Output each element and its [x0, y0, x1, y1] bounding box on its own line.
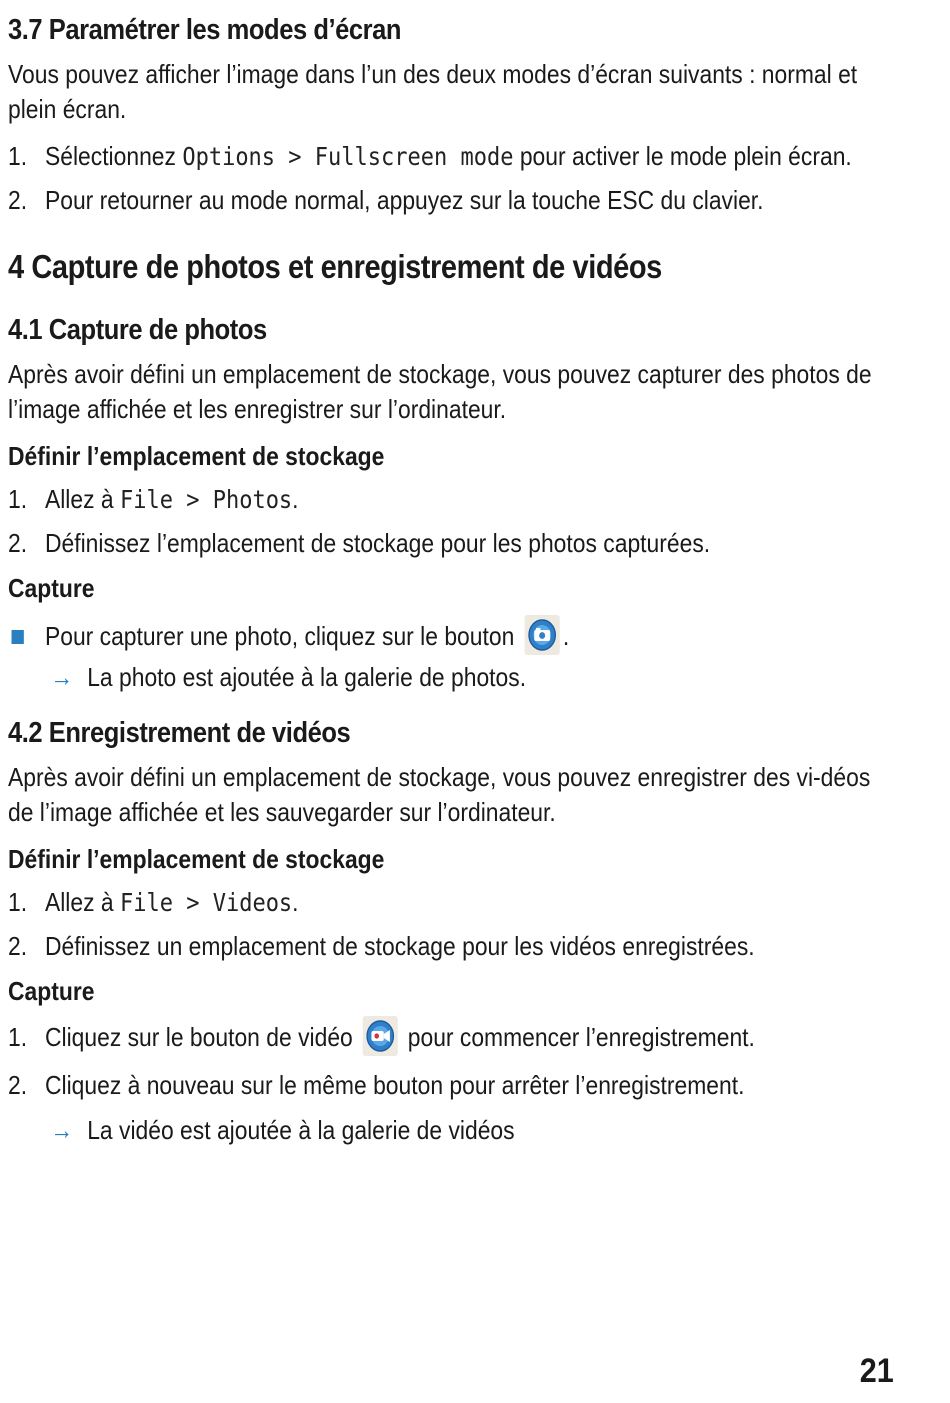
- section-3-7-intro: Vous pouvez afficher l’image dans l’un des deux modes d’écran suivants : normal et plein écran.: [8, 59, 858, 124]
- step-text: Définissez l’emplacement de stockage pour les photos capturées.: [44, 528, 711, 558]
- result-arrow-icon: →: [50, 662, 74, 693]
- step-number: 2.: [8, 931, 28, 962]
- result-text: La vidéo est ajoutée à la galerie de vidéos: [87, 1115, 515, 1146]
- step-number: 1.: [8, 141, 28, 171]
- subheading-capture: Capture: [8, 976, 95, 1007]
- list-item: [8, 526, 925, 561]
- result-line: [8, 660, 791, 695]
- section-3-7-steps: [8, 139, 898, 218]
- section-title-4-2: 4.2 Enregistrement de vidéos: [8, 717, 351, 750]
- list-item: [8, 482, 925, 517]
- page-number: 21: [859, 1352, 894, 1390]
- video-record-icon: [363, 1016, 398, 1056]
- step-number: 2.: [8, 185, 28, 215]
- list-item: [8, 183, 925, 218]
- section-title-3-7: 3.7 Paramétrer les modes d’écran: [8, 14, 402, 46]
- step-text-pre: Allez à: [44, 484, 120, 514]
- menu-path-fullscreen: Options > Fullscreen mode: [182, 142, 514, 171]
- section-4-1-intro: Après avoir défini un emplacement de stockage, vous pouvez capturer des photos de l’image affichée et les enregistrer sur l’ordinateur.: [8, 359, 872, 424]
- list-item: [8, 139, 925, 174]
- list-item: [8, 929, 925, 964]
- step-text: Définissez un emplacement de stockage pour les vidéos enregistrées.: [44, 931, 755, 962]
- section-4-2-storage-steps: [8, 885, 898, 964]
- menu-path-photos: File > Photos: [119, 485, 293, 514]
- subheading-storage: Définir l’emplacement de stockage: [8, 441, 385, 471]
- step-number: 2.: [8, 528, 28, 558]
- step-text: Cliquez à nouveau sur le même bouton pour arrêter l’enregistrement.: [44, 1070, 745, 1101]
- list-item: [8, 614, 791, 658]
- menu-path-videos: File > Videos: [119, 888, 293, 918]
- section-4-2-capture-steps: [8, 1017, 898, 1103]
- step-number: 1.: [8, 1022, 28, 1053]
- result-text: La photo est ajoutée à la galerie de photos.: [87, 662, 527, 693]
- step-number: 1.: [8, 484, 28, 514]
- page-content: [8, 14, 898, 1170]
- step-number: 1.: [8, 887, 28, 918]
- bullet-text-post: .: [562, 621, 570, 651]
- step-text-pre: Sélectionnez: [44, 141, 183, 171]
- bullet-text: Pour capturer une photo, cliquez sur le bouton: [44, 621, 515, 651]
- section-4-2-intro: Après avoir défini un emplacement de stockage, vous pouvez enregistrer des vi-déos de l’image affichée et les sauvegarder sur l’ordinateur.: [8, 762, 871, 828]
- list-item: [8, 1068, 925, 1103]
- subheading-storage: Définir l’emplacement de stockage: [8, 844, 385, 875]
- section-4-1-storage-steps: [8, 482, 898, 561]
- step-number: 2.: [8, 1070, 28, 1101]
- square-bullet-icon: [12, 630, 24, 644]
- step-text-post: .: [292, 887, 299, 918]
- result-arrow-icon: →: [50, 1115, 74, 1146]
- chapter-title-4: 4 Capture de photos et enregistrement de vidéos: [8, 248, 662, 285]
- step-text-pre: Cliquez sur le bouton de vidéo: [44, 1022, 353, 1053]
- result-line: [8, 1113, 791, 1148]
- step-text-pre: Allez à: [44, 887, 120, 918]
- step-text: Pour retourner au mode normal, appuyez sur la touche ESC du clavier.: [44, 185, 764, 215]
- camera-snapshot-icon: [524, 615, 559, 655]
- list-item: [8, 1017, 925, 1059]
- section-title-4-1: 4.1 Capture de photos: [8, 314, 267, 346]
- step-text-post: pour commencer l’enregistrement.: [407, 1022, 755, 1053]
- subheading-capture: Capture: [8, 573, 95, 603]
- list-item: [8, 885, 925, 920]
- step-text-post: pour activer le mode plein écran.: [513, 141, 852, 171]
- step-text-post: .: [292, 484, 299, 514]
